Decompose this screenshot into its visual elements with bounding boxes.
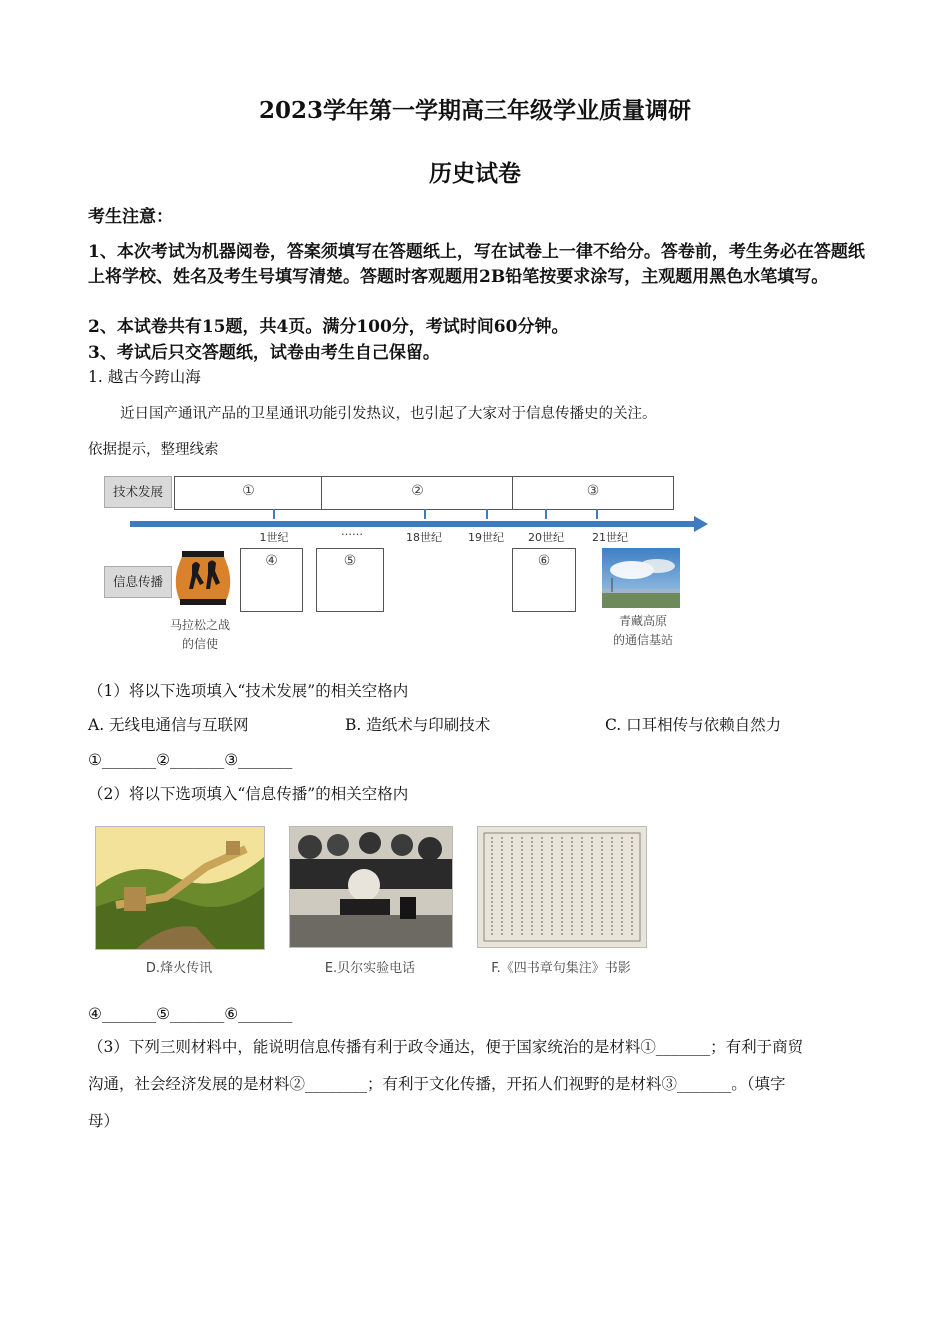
tech-slot-3[interactable]	[512, 476, 674, 510]
tech-slot-1[interactable]	[174, 476, 323, 510]
notice-heading: 考生注意：	[88, 207, 173, 227]
tick-19	[486, 509, 488, 519]
tick-20	[545, 509, 547, 519]
caption-e: E.贝尔实验电话	[324, 961, 416, 976]
page-title: 2023学年第一学期高三年级学业质量调研	[258, 97, 691, 124]
page-subtitle: 历史试卷	[429, 160, 521, 187]
century-18: 18世纪	[406, 531, 442, 544]
part3-line-3: 母）	[88, 1112, 120, 1130]
info-slot-4-label: ④	[265, 553, 278, 569]
tech-slot-1-label: ①	[242, 483, 255, 499]
part3-line-2: 沟通，社会经济发展的是材料②________；有利于文化传播，开拓人们视野的是材料③_______。（填字	[88, 1075, 786, 1093]
greek-vase-image	[172, 547, 234, 611]
option-b: B. 造纸术与印刷技术	[345, 716, 491, 734]
plateau-caption: 青藏高原 的通信基站	[612, 614, 673, 647]
tech-slot-2-label: ②	[411, 483, 424, 499]
century-1: 1世纪	[259, 531, 289, 544]
info-slot-6[interactable]	[512, 548, 576, 612]
century-19: 19世纪	[468, 531, 504, 544]
info-slot-6-label: ⑥	[537, 553, 551, 569]
tech-slot-3-label: ③	[586, 483, 600, 499]
great-wall-image	[95, 826, 265, 950]
book-page-image	[477, 826, 647, 948]
bell-telephone-image	[289, 826, 453, 948]
tick-21	[596, 509, 598, 519]
tech-row-label: 技术发展	[104, 476, 172, 508]
tick-18	[424, 509, 426, 519]
tech-slot-2[interactable]	[321, 476, 514, 510]
part1-blanks[interactable]: ①_______②_______③_______	[88, 751, 293, 769]
part2-prompt: （2）将以下选项填入“信息传播”的相关空格内	[88, 785, 409, 803]
option-a: A. 无线电通信与互联网	[88, 716, 249, 734]
century-20: 20世纪	[528, 531, 564, 544]
notice-item-1: 1、本次考试为机器阅卷，答案须填写在答题纸上，写在试卷上一律不给分。答卷前，考生务必在答题纸上将学校、姓名及考生号填写清楚。答题时客观题用2B铅笔按要求涂写，主观题用黑色水笔填写。	[88, 242, 865, 287]
question-hint: 依据提示，整理线索	[88, 442, 219, 458]
tick-1	[273, 509, 275, 519]
century-ellipsis: ……	[341, 525, 363, 538]
caption-f: F.《四书章句集注》书影	[491, 961, 631, 976]
info-slot-5-label: ⑤	[343, 553, 357, 569]
caption-d: D.烽火传讯	[145, 961, 213, 976]
info-row-label: 信息传播	[104, 566, 172, 598]
option-c: C. 口耳相传与依赖自然力	[605, 716, 782, 734]
plateau-base-station-image	[602, 548, 680, 608]
question-intro: 近日国产通讯产品的卫星通讯功能引发热议，也引起了大家对于信息传播史的关注。	[120, 406, 657, 422]
notice-item-2: 2、本试卷共有15题，共4页。满分100分，考试时间60分钟。	[88, 317, 569, 337]
notice-item-3: 3、考试后只交答题纸，试卷由考生自己保留。	[88, 343, 440, 363]
part1-prompt: （1）将以下选项填入“技术发展”的相关空格内	[88, 682, 409, 700]
part2-blanks[interactable]: ④_______⑤_______⑥_______	[88, 1005, 293, 1023]
part3-line-1: （3）下列三则材料中，能说明信息传播有利于政令通达，便于国家统治的是材料①_______；有利于商贸	[88, 1038, 804, 1056]
question-title: 1. 越古今跨山海	[88, 368, 201, 386]
info-slot-5[interactable]	[316, 548, 384, 612]
info-slot-4[interactable]	[240, 548, 303, 612]
vase-caption: 马拉松之战 的信使	[169, 618, 230, 651]
century-21: 21世纪	[592, 531, 628, 544]
